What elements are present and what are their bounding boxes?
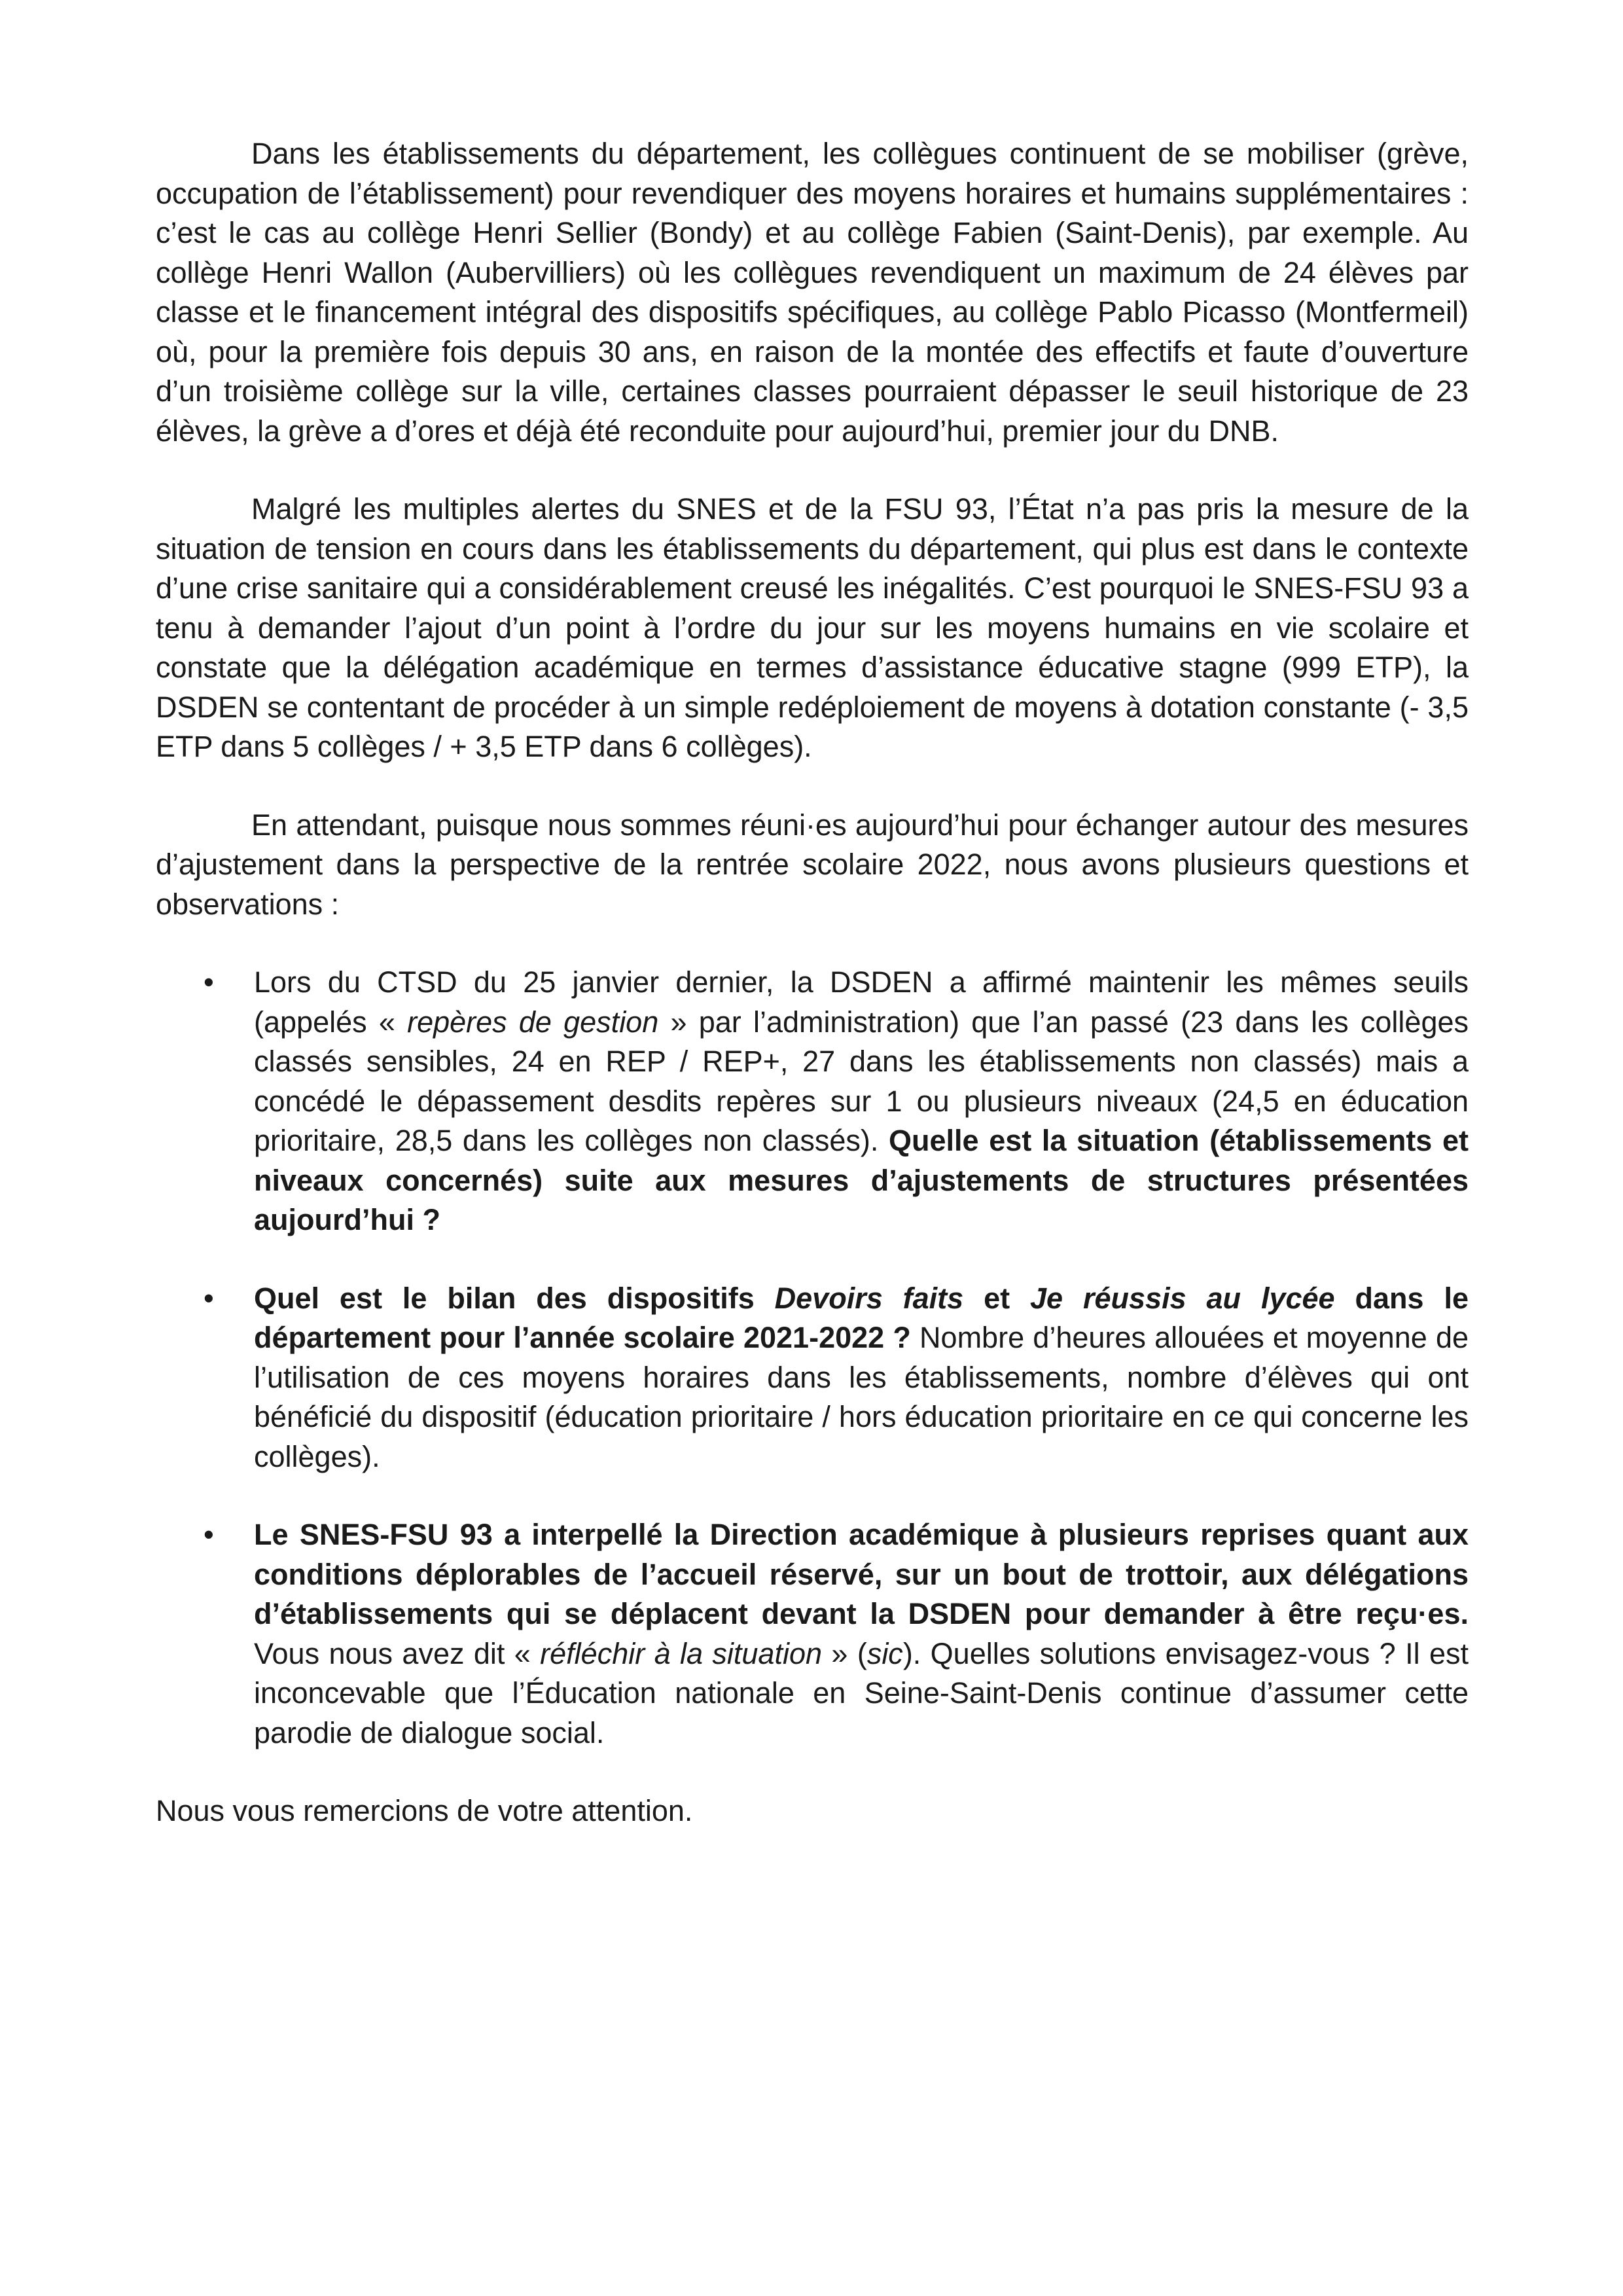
text-run: » par l’administration) que l’an passé (23 dans les collèges classés sensibles, 24 en REP / REP+, 27 dans les établissements non classés) mais a concédé le dépassement desdits repères sur 1 ou plusieurs niveaux (24,5 en éducation prioritaire, 28,5 dans les collèges non classés). <box>254 1005 1469 1157</box>
closing-text: Nous vous remercions de votre attention. <box>156 1794 693 1827</box>
paragraph-questions-intro <box>156 806 1469 925</box>
text-run: ). Quelles solutions envisagez-vous ? Il est inconcevable que l’Éducation nationale en Seine-Saint-Denis continue d’assumer cette parodie de dialogue social. <box>254 1636 1469 1749</box>
paragraph-text: Dans les établissements du département, les collègues continuent de se mobiliser (grève, occupation de l’établissement) pour revendiquer des moyens horaires et humains supplémentaires : c’est le cas au collège Henri Sellier (Bondy) et au collège Fabien (Saint-Denis), par exemple. Au collège Henri Wallon (Aubervilliers) où les collègues revendiquent un maximum de 24 élèves par classe et le financement intégral des dispositifs spécifiques, au collège Pablo Picasso (Montfermeil) où, pour la première fois depuis 30 ans, en raison de la montée des effectifs et faute d’ouverture d’un troisième collège sur la ville, certaines classes pourraient dépasser le seuil historique de 23 élèves, la grève a d’ores et déjà été reconduite pour aujourd’hui, premier jour du DNB. <box>156 137 1469 448</box>
text-run: » ( <box>822 1636 867 1670</box>
bold-question: Quelle est la situation (établissements et niveaux concernés) suite aux mesures d’ajustements de structures présentées aujourd’hui ? <box>254 1124 1469 1236</box>
italic-run: sic <box>866 1636 903 1670</box>
questions-list <box>156 963 1469 1753</box>
paragraph-text: Malgré les multiples alertes du SNES et de la FSU 93, l’État n’a pas pris la mesure de la situation de tension en cours dans les établissements du département, qui plus est dans le contexte d’une crise sanitaire qui a considérablement creusé les inégalités. C’est pourquoi le SNES-FSU 93 a tenu à demander l’ajout d’un point à l’ordre du jour sur les moyens humains en vie scolaire et constate que la délégation académique en termes d’assistance éducative stagne (999 ETP), la DSDEN se contentant de procéder à un simple redéploiement de moyens à dotation constante (- 3,5 ETP dans 5 collèges / + 3,5 ETP dans 6 collèges). <box>156 492 1469 763</box>
bullet-icon: • <box>204 1518 214 1551</box>
list-item-seuils <box>156 963 1469 1240</box>
paragraph-mobilisation <box>156 134 1469 451</box>
italic-run: réfléchir à la situation <box>540 1636 823 1670</box>
text-run: Lors du CTSD du 25 janvier dernier, la DSDEN a affirmé maintenir les mêmes seuils (appelés « <box>254 965 1469 1039</box>
paragraph-text: En attendant, puisque nous sommes réuni·es aujourd’hui pour échanger autour des mesures d’ajustement dans la perspective de la rentrée scolaire 2022, nous avons plusieurs questions et observations : <box>156 808 1469 921</box>
bold-italic-run: Devoirs faits <box>774 1281 964 1315</box>
closing-line <box>156 1791 1469 1831</box>
bold-run: Quel est le bilan des dispositifs <box>254 1281 775 1315</box>
bold-run: dans le département pour l’année scolaire 2021-2022 ? <box>254 1281 1469 1354</box>
bullet-icon: • <box>204 965 214 999</box>
list-item-accueil <box>156 1515 1469 1753</box>
bold-italic-run: Je réussis au lycée <box>1030 1281 1335 1315</box>
bullet-icon: • <box>204 1281 214 1315</box>
paragraph-alertes <box>156 490 1469 767</box>
list-item-dispositifs <box>156 1279 1469 1477</box>
text-run: Nombre d’heures allouées et moyenne de l’utilisation de ces moyens horaires dans les établissements, nombre d’élèves qui ont bénéficié du dispositif (éducation prioritaire / hors éducation prioritaire en ce qui concerne les collèges). <box>254 1321 1469 1473</box>
italic-run: repères de gestion <box>407 1005 659 1039</box>
text-run: Vous nous avez dit « <box>254 1636 541 1670</box>
bold-run: et <box>963 1281 1031 1315</box>
bold-statement: Le SNES-FSU 93 a interpellé la Direction académique à plusieurs reprises quant aux conditions déplorables de l’accueil réservé, sur un bout de trottoir, aux délégations d’établissements qui se déplacent devant la DSDEN pour demander à être reçu·es. <box>254 1518 1469 1630</box>
